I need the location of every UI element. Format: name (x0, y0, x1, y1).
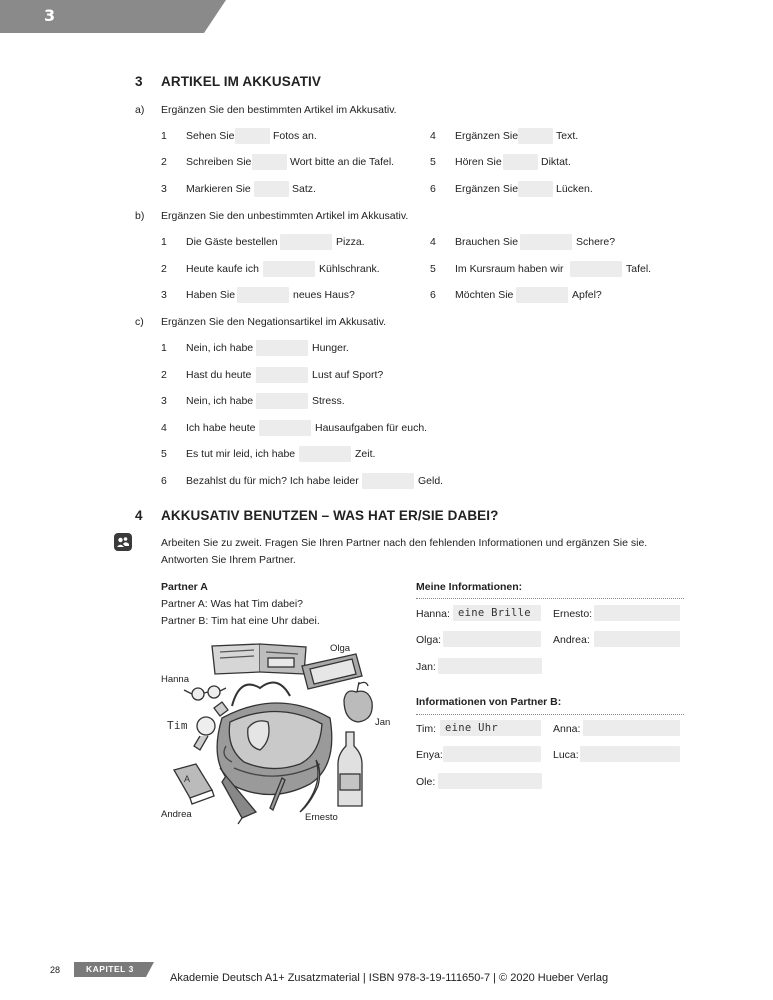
item-text: Schreiben Sie (186, 156, 252, 168)
info-label-luca: Luca: (553, 749, 579, 761)
item-text: Es tut mir leid, ich habe (186, 448, 296, 460)
chapter-tab-shape (0, 0, 226, 33)
answer-field-andrea[interactable] (594, 631, 680, 647)
bag-icon (217, 683, 332, 795)
page-number: 28 (50, 965, 61, 975)
bag-items-illustration (160, 636, 390, 826)
part-c-instruction: Ergänzen Sie den Negationsartikel im Akkusativ. (161, 316, 387, 328)
exercise-3-title: ARTIKEL IM AKKUSATIV (161, 74, 321, 89)
blank-field[interactable] (518, 181, 553, 197)
answer-tim: eine Uhr (445, 722, 498, 734)
exercise-4-heading (135, 508, 595, 526)
blank-field[interactable] (518, 128, 553, 144)
item-number: 3 (161, 289, 167, 301)
label-ernesto: Ernesto (305, 812, 338, 823)
label-tim: Tim (167, 719, 188, 732)
exercise-4-instruction-2: Antworten Sie Ihrem Partner. (161, 554, 296, 566)
partner-info-heading: Informationen von Partner B: (416, 696, 562, 708)
item-text: neues Haus? (293, 289, 355, 301)
blank-field[interactable] (299, 446, 351, 462)
exercise-3-number: 3 (135, 74, 143, 89)
blank-field[interactable] (520, 234, 572, 250)
info-label-andrea: Andrea: (553, 634, 590, 646)
blank-field[interactable] (259, 420, 311, 436)
answer-field-ole[interactable] (438, 773, 542, 789)
info-label-jan: Jan: (416, 661, 436, 673)
svg-text:A: A (184, 774, 191, 784)
apple-icon (344, 682, 372, 722)
exercise-3-heading (135, 74, 535, 92)
item-text: Heute kaufe ich (186, 263, 259, 275)
item-number: 4 (430, 236, 436, 248)
item-number: 4 (161, 422, 167, 434)
item-text: Markieren Sie (186, 183, 251, 195)
footer-chapter-tab (74, 962, 154, 977)
item-number: 5 (430, 263, 436, 275)
item-text: Hören Sie (455, 156, 502, 168)
item-number: 6 (161, 475, 167, 487)
blank-field[interactable] (503, 154, 538, 170)
footer-text: Akademie Deutsch A1+ Zusatzmaterial | ISBN 978-3-19-111650-7 | © 2020 Hueber Verlag (170, 972, 609, 984)
item-text: Pizza. (336, 236, 365, 248)
item-text: Satz. (292, 183, 316, 195)
part-b-instruction: Ergänzen Sie den unbestimmten Artikel im Akkusativ. (161, 210, 409, 222)
item-text: Hausaufgaben für euch. (315, 422, 428, 434)
blank-field[interactable] (237, 287, 289, 303)
item-text: Die Gäste bestellen (186, 236, 278, 248)
part-a-instruction: Ergänzen Sie den bestimmten Artikel im Akkusativ. (161, 104, 397, 116)
info-label-hanna: Hanna: (416, 608, 450, 620)
item-text: Text. (556, 130, 579, 142)
item-text: Ich habe heute (186, 422, 256, 434)
blank-field[interactable] (263, 261, 315, 277)
item-text: Geld. (418, 475, 444, 487)
info-label-anna: Anna: (553, 723, 581, 735)
item-text: Zeit. (355, 448, 376, 460)
info-label-ernesto: Ernesto: (553, 608, 593, 620)
answer-field-luca[interactable] (580, 746, 680, 762)
item-number: 3 (161, 395, 167, 407)
info-label-ole: Ole: (416, 776, 436, 788)
label-olga: Olga (330, 643, 351, 654)
chapter-number: 3 (44, 6, 56, 25)
item-text: Lust auf Sport? (312, 369, 384, 381)
footer-chapter-label: KAPITEL 3 (86, 964, 134, 974)
item-text: Möchten Sie (455, 289, 514, 301)
item-text: Apfel? (572, 289, 602, 301)
partner-work-icon (114, 533, 132, 551)
item-text: Brauchen Sie (455, 236, 519, 248)
item-text: Tafel. (626, 263, 652, 275)
info-label-olga: Olga: (416, 634, 442, 646)
item-text: Ergänzen Sie (455, 130, 519, 142)
blank-field[interactable] (235, 128, 270, 144)
blank-field[interactable] (254, 181, 289, 197)
wallet-icon (212, 644, 306, 674)
blank-field[interactable] (570, 261, 622, 277)
item-text: Bezahlst du für mich? Ich habe leider (186, 475, 359, 487)
part-c-label: c) (135, 316, 144, 328)
phone-icon (302, 654, 362, 689)
item-text: Kühlschrank. (319, 263, 380, 275)
item-text: Hunger. (312, 342, 349, 354)
part-a-label: a) (135, 104, 145, 116)
blank-field[interactable] (256, 340, 308, 356)
item-text: Nein, ich habe (186, 395, 254, 407)
blank-field[interactable] (256, 393, 308, 409)
item-text: Diktat. (541, 156, 571, 168)
item-number: 1 (161, 236, 167, 248)
answer-field-ernesto[interactable] (594, 605, 680, 621)
item-number: 6 (430, 289, 436, 301)
label-hanna: Hanna (161, 674, 189, 685)
item-number: 5 (430, 156, 436, 168)
example-question: Partner A: Was hat Tim dabei? (161, 598, 304, 610)
item-number: 2 (161, 156, 167, 168)
item-number: 5 (161, 448, 167, 460)
bottle-icon (338, 732, 362, 806)
item-text: Lücken. (556, 183, 593, 195)
item-number: 1 (161, 130, 167, 142)
exercise-4-instruction-1: Arbeiten Sie zu zweit. Fragen Sie Ihren Partner nach den fehlenden Informationen und ergänzen Sie sie. (161, 537, 648, 549)
divider (416, 714, 684, 715)
answer-field-olga[interactable] (443, 631, 541, 647)
blank-field[interactable] (362, 473, 414, 489)
item-number: 3 (161, 183, 167, 195)
item-number: 2 (161, 263, 167, 275)
info-label-enya: Enya: (416, 749, 443, 761)
item-text: Fotos an. (273, 130, 317, 142)
item-number: 2 (161, 369, 167, 381)
item-text: Nein, ich habe (186, 342, 254, 354)
blank-field[interactable] (256, 367, 308, 383)
answer-field-jan[interactable] (438, 658, 542, 674)
blank-field[interactable] (280, 234, 332, 250)
item-number: 1 (161, 342, 167, 354)
divider (416, 598, 684, 599)
glasses-icon (184, 686, 226, 700)
item-text: Schere? (576, 236, 616, 248)
blank-field[interactable] (252, 154, 287, 170)
item-text: Hast du heute (186, 369, 252, 381)
item-text: Stress. (312, 395, 345, 407)
item-number: 6 (430, 183, 436, 195)
my-info-heading: Meine Informationen: (416, 581, 523, 593)
chapter-tab (0, 0, 226, 33)
label-jan: Jan (375, 717, 391, 728)
exercise-4-title: AKKUSATIV BENUTZEN – WAS HAT ER/SIE DABEI? (161, 508, 499, 523)
info-label-tim: Tim: (416, 723, 437, 735)
book-icon (174, 764, 214, 804)
answer-field-enya[interactable] (443, 746, 541, 762)
item-text: Haben Sie (186, 289, 236, 301)
exercise-4-number: 4 (135, 508, 143, 523)
item-text: Ergänzen Sie (455, 183, 519, 195)
label-andrea: Andrea (161, 809, 192, 820)
item-number: 4 (430, 130, 436, 142)
item-text: Sehen Sie (186, 130, 235, 142)
item-text: Im Kursraum haben wir (455, 263, 564, 275)
part-b-label: b) (135, 210, 145, 222)
answer-hanna: eine Brille (458, 607, 531, 619)
answer-field-anna[interactable] (583, 720, 680, 736)
example-answer: Partner B: Tim hat eine Uhr dabei. (161, 615, 320, 627)
blank-field[interactable] (516, 287, 568, 303)
item-text: Wort bitte an die Tafel. (290, 156, 395, 168)
partner-a-heading: Partner A (161, 581, 208, 593)
